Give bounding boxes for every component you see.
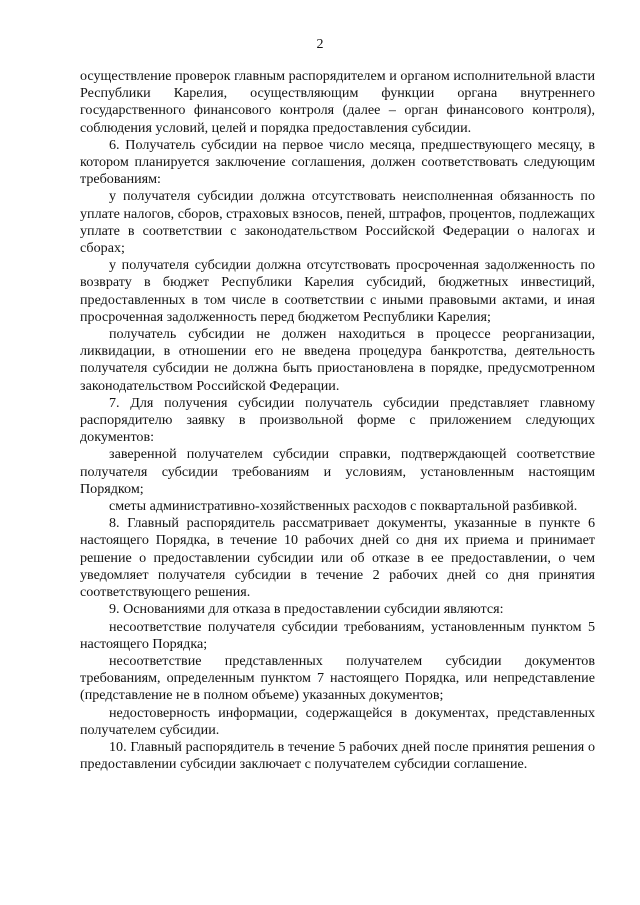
paragraph-refusal-requirements: несоответствие получателя субсидии требованиям, установленным пунктом 5 настоящего Порядка; xyxy=(80,618,595,652)
paragraph-requirement-reorganization: получатель субсидии не должен находиться в процессе реорганизации, ликвидации, в отношении его не введена процедура банкротства, деятельность получателя субсидии не должна быть приостановлена в порядке, предусмотренном законодательством Российской Федерации. xyxy=(80,326,595,394)
paragraph-requirement-taxes: у получателя субсидии должна отсутствовать неисполненная обязанность по уплате налогов, сборов, страховых взносов, пеней, штрафов, процентов, подлежащих уплате в соответствии с законодательством Российской Федерации о налогах и сборах; xyxy=(80,188,595,257)
paragraph-refusal-documents: несоответствие представленных получателем субсидии документов требованиям, определенным пунктом 7 настоящего Порядка, или непредставление (представление не в полном объеме) указанных документов; xyxy=(80,652,595,704)
paragraph-item-6: 6. Получатель субсидии на первое число месяца, предшествующего месяцу, в котором планируется заключение соглашения, должен соответствовать следующим требованиям: xyxy=(80,136,595,188)
paragraph-item-8: 8. Главный распорядитель рассматривает документы, указанные в пункте 6 настоящего Порядка, в течение 10 рабочих дней со дня их приема и принимает решение о предоставлении субсидии или об отказе в ее предоставлении, о чем уведомляет получателя субсидии в течение 2 рабочих дней со дня принятия соответствующего решения. xyxy=(80,515,595,601)
paragraph-item-10: 10. Главный распорядитель в течение 5 рабочих дней после принятия решения о предоставлении субсидии заключает с получателем субсидии соглашение. xyxy=(80,738,595,773)
paragraph-item-7: 7. Для получения субсидии получатель субсидии представляет главному распорядителю заявку в произвольной форме с приложением следующих документов: xyxy=(80,394,595,446)
paragraph-requirement-debt: у получателя субсидии должна отсутствовать просроченная задолженность по возврату в бюджет Республики Карелия субсидий, бюджетных инвестиций, предоставленных в том числе в соответствии с иными правовыми актами, и иная просроченная задолженность перед бюджетом Республики Карелия; xyxy=(80,257,595,325)
document-body xyxy=(80,68,595,773)
paragraph-document-estimates: сметы административно-хозяйственных расходов с поквартальной разбивкой. xyxy=(109,498,578,515)
paragraph-document-certificate: заверенной получателем субсидии справки, подтверждающей соответствие получателя субсидии требованиям и условиям, установленным настоящим Порядком; xyxy=(80,446,595,497)
page-number: 2 xyxy=(316,37,324,52)
paragraph-refusal-inaccuracy: недостоверность информации, содержащейся в документах, представленных получателем субсидии. xyxy=(80,704,595,738)
paragraph-item-9: 9. Основаниями для отказа в предоставлении субсидии являются: xyxy=(109,601,504,618)
paragraph-continuation: осуществление проверок главным распорядителем и органом исполнительной власти Республики Карелия, осуществляющим функции органа внутреннего государственного финансового контроля (далее – орган финансового контроля), соблюдения условий, целей и порядка предоставления субсидии. xyxy=(80,68,595,136)
